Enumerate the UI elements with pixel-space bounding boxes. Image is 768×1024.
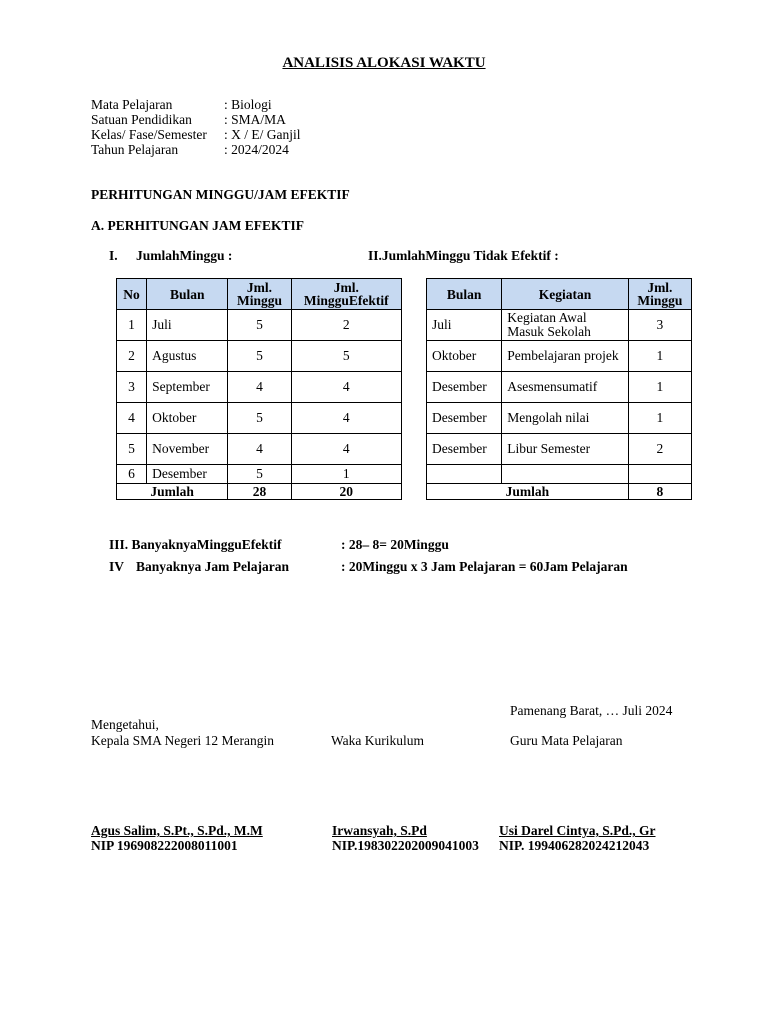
table-total-row bbox=[427, 484, 692, 500]
principal-nip: NIP 196908222008011001 bbox=[91, 838, 238, 853]
cell-jml-efektif: 4 bbox=[291, 434, 401, 465]
header-jml-minggu: Jml. Minggu bbox=[228, 279, 291, 310]
place-date: Pamenang Barat, … Juli 2024 bbox=[510, 703, 673, 718]
cell-jml-minggu: 4 bbox=[228, 434, 291, 465]
cell-jml-minggu: 5 bbox=[228, 310, 291, 341]
header-bulan: Bulan bbox=[427, 279, 502, 310]
header-bulan: Bulan bbox=[147, 279, 228, 310]
cell-jml-efektif: 5 bbox=[291, 341, 401, 372]
cell-jml-minggu: 1 bbox=[628, 341, 691, 372]
info-row bbox=[91, 112, 301, 127]
total-minggu: 28 bbox=[228, 484, 291, 500]
cell-jml-efektif: 1 bbox=[291, 465, 401, 484]
cell-jml-efektif: 4 bbox=[291, 403, 401, 434]
info-row bbox=[91, 127, 301, 142]
part1-label: I. bbox=[109, 248, 118, 263]
cell-bulan: Desember bbox=[427, 372, 502, 403]
cell-jml-minggu: 1 bbox=[628, 372, 691, 403]
section-heading: PERHITUNGAN MINGGU/JAM EFEKTIF bbox=[91, 187, 350, 202]
lesson-hours-value: : 20Minggu x 3 Jam Pelajaran = 60Jam Pelajaran bbox=[341, 559, 628, 574]
info-label: Tahun Pelajaran bbox=[91, 142, 179, 157]
cell-kegiatan: Kegiatan Awal Masuk Sekolah bbox=[502, 310, 628, 341]
info-label: Kelas/ Fase/Semester bbox=[91, 127, 207, 142]
info-row bbox=[91, 142, 301, 157]
effective-weeks-label: III. BanyaknyaMingguEfektif bbox=[109, 537, 282, 552]
cell-jml-minggu: 2 bbox=[628, 434, 691, 465]
cell-bulan: Oktober bbox=[427, 341, 502, 372]
table-row bbox=[427, 310, 692, 341]
info-value: : 2024/2024 bbox=[224, 142, 289, 157]
cell-no: 2 bbox=[117, 341, 147, 372]
part1-title: JumlahMinggu : bbox=[136, 248, 233, 263]
info-label: Satuan Pendidikan bbox=[91, 112, 192, 127]
cell-jml-minggu bbox=[628, 465, 691, 484]
lesson-hours-label: Banyaknya Jam Pelajaran bbox=[136, 559, 290, 574]
cell-kegiatan: Pembelajaran projek bbox=[502, 341, 628, 372]
table-row bbox=[427, 403, 692, 434]
cell-bulan: Oktober bbox=[147, 403, 228, 434]
weeks-table bbox=[116, 278, 402, 500]
curriculum-nip: NIP.198302202009041003 bbox=[332, 838, 479, 853]
cell-bulan: Desember bbox=[427, 403, 502, 434]
non-effective-weeks-table bbox=[426, 278, 692, 500]
cell-jml-minggu: 5 bbox=[228, 341, 291, 372]
table-row bbox=[117, 341, 402, 372]
teacher-role: Guru Mata Pelajaran bbox=[510, 733, 623, 748]
principal-name: Agus Salim, S.Pt., S.Pd., M.M bbox=[91, 823, 263, 838]
document-title: ANALISIS ALOKASI WAKTU bbox=[282, 55, 486, 71]
lesson-hours-number: IV bbox=[109, 559, 125, 574]
cell-bulan: Agustus bbox=[147, 341, 228, 372]
table-row bbox=[427, 341, 692, 372]
table-total-row bbox=[117, 484, 402, 500]
cell-no: 6 bbox=[117, 465, 147, 484]
cell-no: 5 bbox=[117, 434, 147, 465]
total-minggu: 8 bbox=[628, 484, 691, 500]
total-efektif: 20 bbox=[291, 484, 401, 500]
total-label: Jumlah bbox=[117, 484, 228, 500]
info-value: : X / E/ Ganjil bbox=[224, 127, 301, 142]
effective-weeks-value: : 28– 8= 20Minggu bbox=[341, 537, 449, 552]
table-header-row bbox=[117, 279, 402, 310]
cell-jml-minggu: 5 bbox=[228, 403, 291, 434]
cell-no: 3 bbox=[117, 372, 147, 403]
part2-title: II.JumlahMinggu Tidak Efektif : bbox=[368, 248, 559, 263]
cell-bulan: Juli bbox=[427, 310, 502, 341]
teacher-name: Usi Darel Cintya, S.Pd., Gr bbox=[499, 823, 656, 838]
cell-bulan: November bbox=[147, 434, 228, 465]
principal-role: Kepala SMA Negeri 12 Merangin bbox=[91, 733, 274, 748]
header-no: No bbox=[117, 279, 147, 310]
mengetahui-label: Mengetahui, bbox=[91, 717, 159, 732]
table-header-row bbox=[427, 279, 692, 310]
cell-bulan: Juli bbox=[147, 310, 228, 341]
header-jml-minggu-efektif: Jml. MingguEfektif bbox=[291, 279, 401, 310]
info-row bbox=[91, 97, 301, 112]
total-label: Jumlah bbox=[427, 484, 629, 500]
header-jml-minggu: Jml. Minggu bbox=[628, 279, 691, 310]
cell-jml-minggu: 4 bbox=[228, 372, 291, 403]
cell-no: 4 bbox=[117, 403, 147, 434]
info-block bbox=[91, 97, 301, 157]
cell-bulan: September bbox=[147, 372, 228, 403]
header-kegiatan: Kegiatan bbox=[502, 279, 628, 310]
cell-bulan: Desember bbox=[147, 465, 228, 484]
cell-kegiatan: Asesmensumatif bbox=[502, 372, 628, 403]
table-row bbox=[117, 465, 402, 484]
sub-heading: A. PERHITUNGAN JAM EFEKTIF bbox=[91, 218, 305, 233]
info-value: : Biologi bbox=[224, 97, 272, 112]
info-label: Mata Pelajaran bbox=[91, 97, 173, 112]
table-row bbox=[427, 434, 692, 465]
info-value: : SMA/MA bbox=[224, 112, 286, 127]
cell-jml-minggu: 5 bbox=[228, 465, 291, 484]
curriculum-role: Waka Kurikulum bbox=[331, 733, 425, 748]
cell-kegiatan: Mengolah nilai bbox=[502, 403, 628, 434]
cell-kegiatan: Libur Semester bbox=[502, 434, 628, 465]
table-row bbox=[117, 310, 402, 341]
cell-no: 1 bbox=[117, 310, 147, 341]
cell-jml-efektif: 4 bbox=[291, 372, 401, 403]
table-row bbox=[117, 372, 402, 403]
cell-jml-minggu: 3 bbox=[628, 310, 691, 341]
table-row bbox=[117, 403, 402, 434]
cell-bulan bbox=[427, 465, 502, 484]
cell-bulan: Desember bbox=[427, 434, 502, 465]
teacher-nip: NIP. 199406282024212043 bbox=[499, 838, 650, 853]
cell-jml-minggu: 1 bbox=[628, 403, 691, 434]
table-row bbox=[427, 372, 692, 403]
cell-kegiatan bbox=[502, 465, 628, 484]
table-row bbox=[427, 465, 692, 484]
table-row bbox=[117, 434, 402, 465]
curriculum-name: Irwansyah, S.Pd bbox=[332, 823, 427, 838]
cell-jml-efektif: 2 bbox=[291, 310, 401, 341]
